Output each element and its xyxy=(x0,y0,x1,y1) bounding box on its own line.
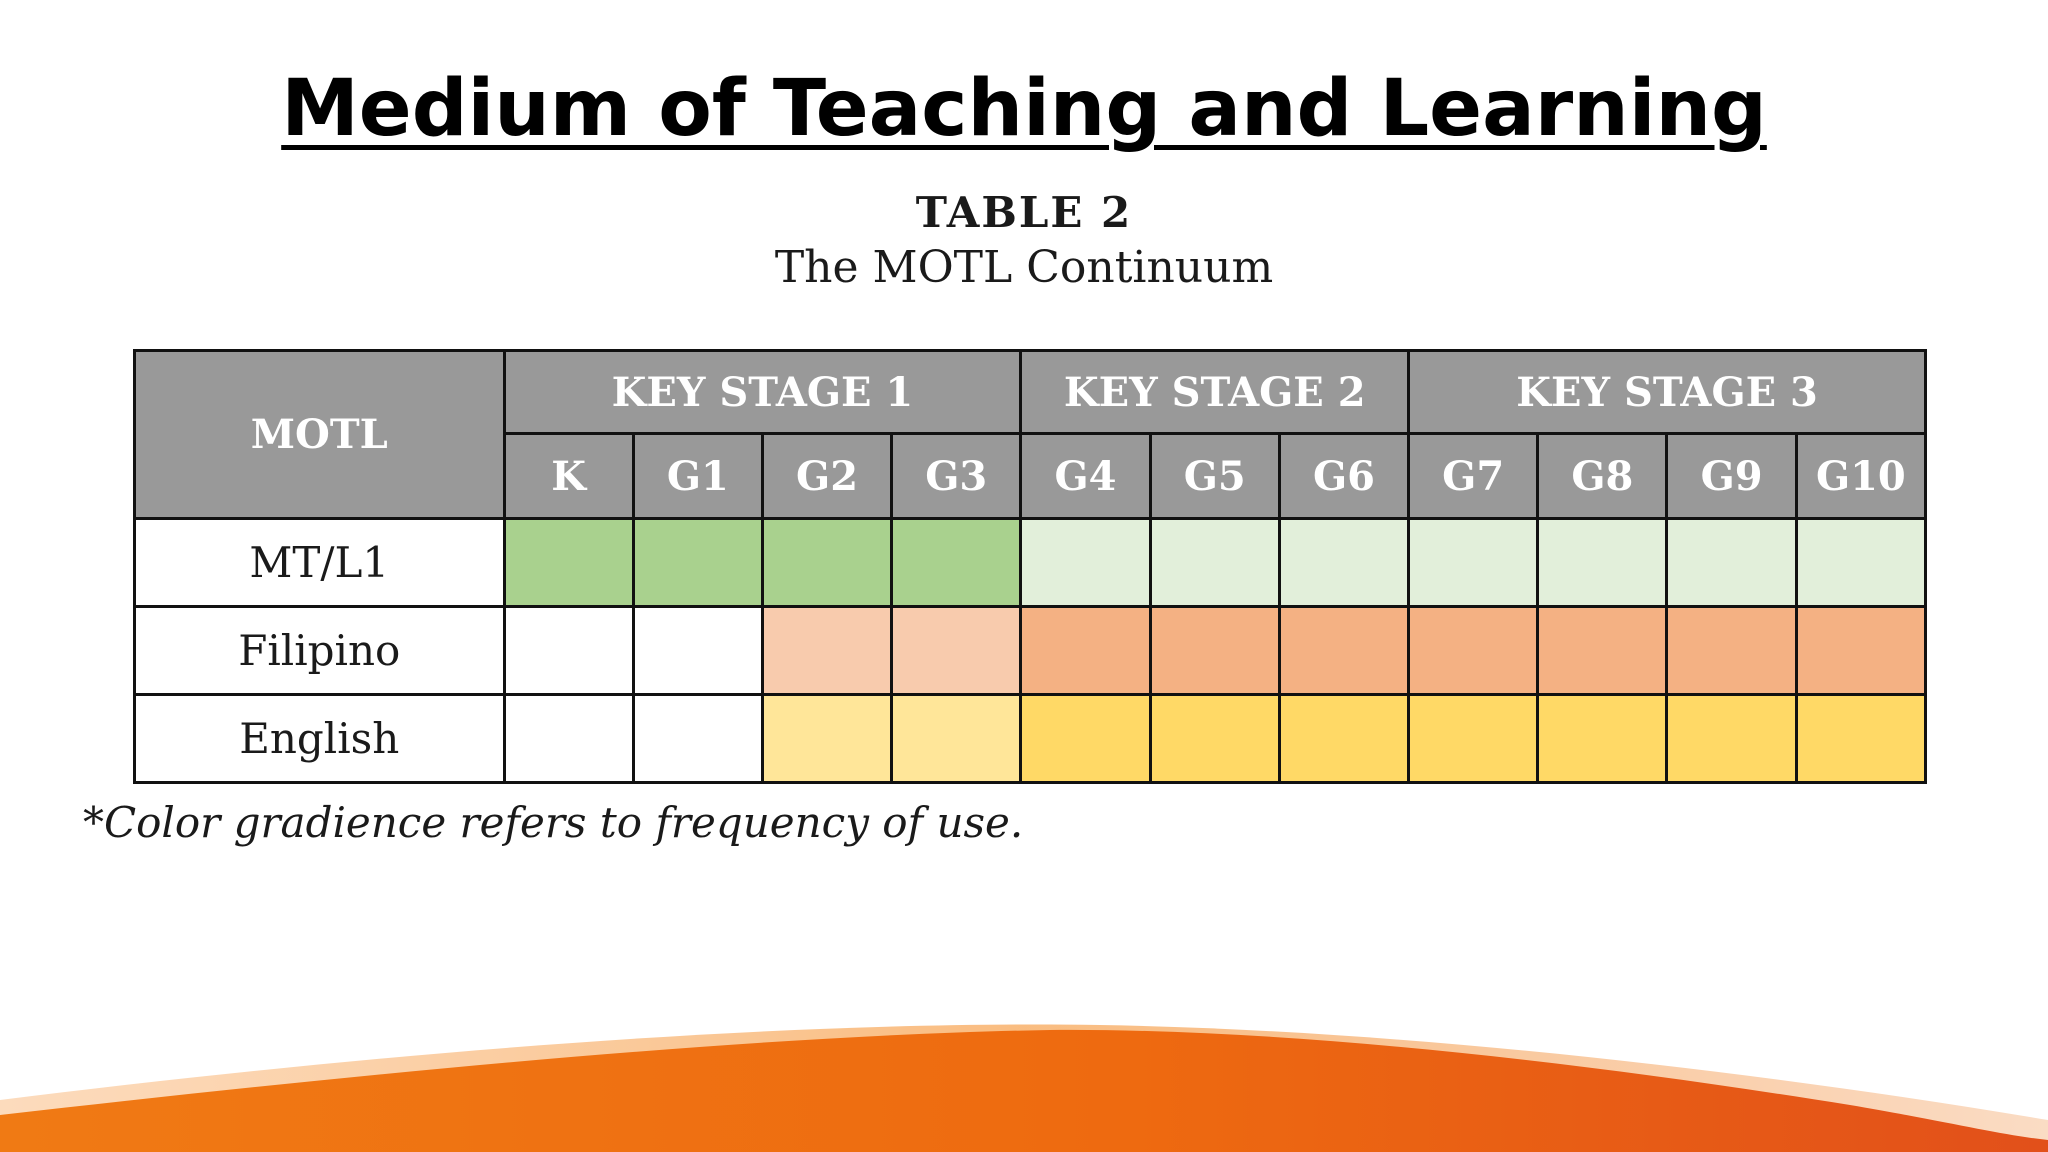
frequency-cell-g8 xyxy=(1538,695,1667,783)
frequency-cell-g10 xyxy=(1796,519,1925,607)
stage-header-1: KEY STAGE 1 xyxy=(504,351,1021,434)
frequency-cell-g7 xyxy=(1409,695,1538,783)
frequency-cell-g10 xyxy=(1796,607,1925,695)
slide-title: Medium of Teaching and Learning xyxy=(281,64,1767,154)
frequency-cell-g10 xyxy=(1796,695,1925,783)
footnote: *Color gradience refers to frequency of use. xyxy=(83,798,1024,847)
row-label: Filipino xyxy=(135,607,505,695)
table-row xyxy=(135,519,1926,607)
grade-header-g2: G2 xyxy=(762,434,891,519)
frequency-cell-g5 xyxy=(1150,695,1279,783)
frequency-cell-g2 xyxy=(762,519,891,607)
table-row xyxy=(135,695,1926,783)
grade-header-g8: G8 xyxy=(1538,434,1667,519)
frequency-cell-g9 xyxy=(1667,519,1796,607)
frequency-cell-k xyxy=(504,695,633,783)
decorative-wave xyxy=(0,980,2048,1152)
frequency-cell-g9 xyxy=(1667,695,1796,783)
frequency-cell-g3 xyxy=(892,607,1021,695)
frequency-cell-g9 xyxy=(1667,607,1796,695)
frequency-cell-g7 xyxy=(1409,519,1538,607)
stage-header-2: KEY STAGE 2 xyxy=(1021,351,1409,434)
frequency-cell-g6 xyxy=(1279,607,1408,695)
frequency-cell-g6 xyxy=(1279,519,1408,607)
frequency-cell-g5 xyxy=(1150,519,1279,607)
stage-header-3: KEY STAGE 3 xyxy=(1409,351,1926,434)
grade-header-g5: G5 xyxy=(1150,434,1279,519)
row-label: MT/L1 xyxy=(135,519,505,607)
corner-header: MOTL xyxy=(135,351,505,519)
frequency-cell-g2 xyxy=(762,695,891,783)
grade-header-k: K xyxy=(504,434,633,519)
grade-header-g6: G6 xyxy=(1279,434,1408,519)
frequency-cell-g3 xyxy=(892,519,1021,607)
stage-header-row xyxy=(135,351,1926,434)
grade-header-g9: G9 xyxy=(1667,434,1796,519)
grade-header-g3: G3 xyxy=(892,434,1021,519)
motl-table xyxy=(133,349,1927,784)
table-row xyxy=(135,607,1926,695)
frequency-cell-g7 xyxy=(1409,607,1538,695)
frequency-cell-g1 xyxy=(633,519,762,607)
wave-main-band xyxy=(0,1030,2048,1152)
table-label: TABLE 2 xyxy=(915,188,1133,237)
frequency-cell-g8 xyxy=(1538,519,1667,607)
grade-header-g1: G1 xyxy=(633,434,762,519)
frequency-cell-k xyxy=(504,519,633,607)
row-label: English xyxy=(135,695,505,783)
frequency-cell-g6 xyxy=(1279,695,1408,783)
grade-header-g7: G7 xyxy=(1409,434,1538,519)
frequency-cell-g3 xyxy=(892,695,1021,783)
frequency-cell-g8 xyxy=(1538,607,1667,695)
frequency-cell-g1 xyxy=(633,695,762,783)
frequency-cell-g5 xyxy=(1150,607,1279,695)
grade-header-g10: G10 xyxy=(1796,434,1925,519)
frequency-cell-g4 xyxy=(1021,519,1150,607)
frequency-cell-g4 xyxy=(1021,607,1150,695)
frequency-cell-g4 xyxy=(1021,695,1150,783)
grade-header-g4: G4 xyxy=(1021,434,1150,519)
frequency-cell-k xyxy=(504,607,633,695)
frequency-cell-g1 xyxy=(633,607,762,695)
frequency-cell-g2 xyxy=(762,607,891,695)
table-caption: The MOTL Continuum xyxy=(774,242,1274,293)
table-body xyxy=(135,519,1926,783)
